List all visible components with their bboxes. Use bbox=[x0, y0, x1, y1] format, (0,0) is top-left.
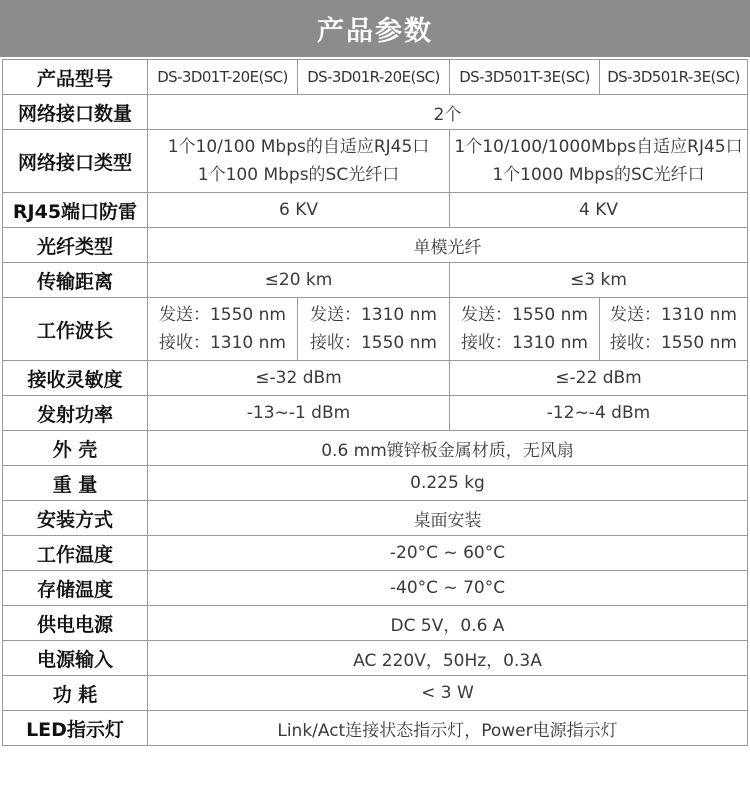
row-label: 接收灵敏度 bbox=[3, 361, 148, 396]
value-cell: -20°C ~ 60°C bbox=[148, 536, 748, 571]
value-cell: -13~-1 dBm bbox=[148, 396, 450, 431]
value-cell: 单模光纤 bbox=[148, 228, 748, 263]
wavelength-line: 接收：1310 nm bbox=[158, 333, 286, 353]
wavelength-line: 发送：1550 nm bbox=[158, 305, 286, 325]
row-wavelength bbox=[3, 298, 748, 361]
banner-title: 产品参数 bbox=[0, 0, 750, 57]
row-label: 功 耗 bbox=[3, 676, 148, 711]
row-model bbox=[3, 60, 748, 95]
row-weight bbox=[3, 466, 748, 501]
row-fiber-type bbox=[3, 228, 748, 263]
wavelength-cell bbox=[450, 298, 600, 361]
row-label: 安装方式 bbox=[3, 501, 148, 536]
value-cell: ≤3 km bbox=[450, 263, 748, 298]
row-label: 网络接口数量 bbox=[3, 95, 148, 130]
model-cell: DS-3D501T-3E(SC) bbox=[450, 60, 600, 95]
row-op-temp bbox=[3, 536, 748, 571]
port-type-line: 1个10/100 Mbps的自适应RJ45口 bbox=[167, 137, 430, 157]
wavelength-cell bbox=[600, 298, 748, 361]
row-led bbox=[3, 711, 748, 746]
row-label: 网络接口类型 bbox=[3, 130, 148, 193]
row-label: LED指示灯 bbox=[3, 711, 148, 746]
row-label: 产品型号 bbox=[3, 60, 148, 95]
wavelength-line: 发送：1310 nm bbox=[609, 305, 737, 325]
row-power-input bbox=[3, 641, 748, 676]
port-type-line: 1个100 Mbps的SC光纤口 bbox=[197, 165, 400, 185]
row-sensitivity bbox=[3, 361, 748, 396]
value-cell: 0.225 kg bbox=[148, 466, 748, 501]
value-cell: 4 KV bbox=[450, 193, 748, 228]
row-label: 存储温度 bbox=[3, 571, 148, 606]
row-power-supply bbox=[3, 606, 748, 641]
wavelength-line: 发送：1550 nm bbox=[460, 305, 588, 325]
port-type-line: 1个10/100/1000Mbps自适应RJ45口 bbox=[454, 137, 743, 157]
value-cell: 0.6 mm镀锌板金属材质，无风扇 bbox=[148, 431, 748, 466]
value-cell: 6 KV bbox=[148, 193, 450, 228]
model-cell: DS-3D501R-3E(SC) bbox=[600, 60, 748, 95]
row-label: 光纤类型 bbox=[3, 228, 148, 263]
wavelength-cell bbox=[148, 298, 298, 361]
row-label: 发射功率 bbox=[3, 396, 148, 431]
row-storage-temp bbox=[3, 571, 748, 606]
row-label: 重 量 bbox=[3, 466, 148, 501]
port-type-cell-group1 bbox=[148, 130, 450, 193]
port-type-cell-group2 bbox=[450, 130, 748, 193]
value-cell: -12~-4 dBm bbox=[450, 396, 748, 431]
spec-table bbox=[2, 59, 748, 746]
row-consumption bbox=[3, 676, 748, 711]
wavelength-line: 接收：1550 nm bbox=[609, 333, 737, 353]
row-port-type bbox=[3, 130, 748, 193]
port-type-line: 1个1000 Mbps的SC光纤口 bbox=[492, 165, 705, 185]
wavelength-line: 接收：1310 nm bbox=[460, 333, 588, 353]
row-install bbox=[3, 501, 748, 536]
value-cell: -40°C ~ 70°C bbox=[148, 571, 748, 606]
row-housing bbox=[3, 431, 748, 466]
value-cell: AC 220V，50Hz，0.3A bbox=[148, 641, 748, 676]
model-cell: DS-3D01R-20E(SC) bbox=[298, 60, 450, 95]
value-cell: ≤-22 dBm bbox=[450, 361, 748, 396]
wavelength-line: 接收：1550 nm bbox=[309, 333, 437, 353]
row-distance bbox=[3, 263, 748, 298]
value-cell: < 3 W bbox=[148, 676, 748, 711]
value-cell: ≤20 km bbox=[148, 263, 450, 298]
wavelength-cell bbox=[298, 298, 450, 361]
value-cell: Link/Act连接状态指示灯，Power电源指示灯 bbox=[148, 711, 748, 746]
model-cell: DS-3D01T-20E(SC) bbox=[148, 60, 298, 95]
row-label: 电源输入 bbox=[3, 641, 148, 676]
value-cell: DC 5V，0.6 A bbox=[148, 606, 748, 641]
row-tx-power bbox=[3, 396, 748, 431]
row-label: 外 壳 bbox=[3, 431, 148, 466]
value-cell: ≤-32 dBm bbox=[148, 361, 450, 396]
row-label: 工作波长 bbox=[3, 298, 148, 361]
wavelength-line: 发送：1310 nm bbox=[309, 305, 437, 325]
value-cell: 桌面安装 bbox=[148, 501, 748, 536]
row-surge bbox=[3, 193, 748, 228]
value-cell: 2个 bbox=[148, 95, 748, 130]
row-port-count bbox=[3, 95, 748, 130]
row-label: 工作温度 bbox=[3, 536, 148, 571]
row-label: 传输距离 bbox=[3, 263, 148, 298]
row-label: 供电电源 bbox=[3, 606, 148, 641]
row-label: RJ45端口防雷 bbox=[3, 193, 148, 228]
